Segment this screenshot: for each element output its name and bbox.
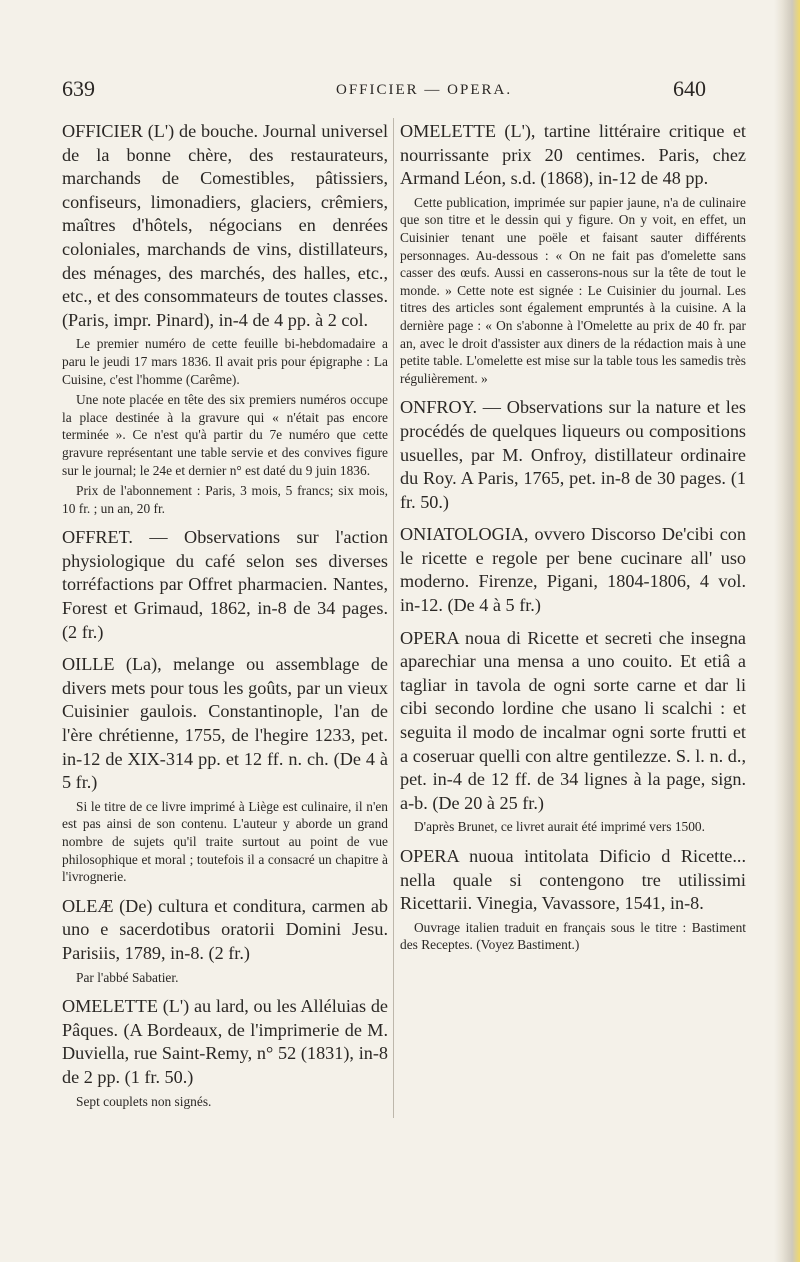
entry-note: Ouvrage italien traduit en français sous le titre : Bastiment des Receptes. (Voyez Bastiment.) [400,919,746,953]
page-edge [774,0,800,1262]
entry-oleae [62,895,388,986]
entry-note: Par l'abbé Sabatier. [76,969,179,985]
entry-text: OMELETTE (L') au lard, ou les Alléluias de Pâques. (A Bordeaux, de l'imprimerie de M. Duviella, rue Saint-Remy, n° 52 (1831), in-8 de 2 pp. (1 fr. 50.) [62,996,388,1087]
entry-omelette-lard [62,995,388,1110]
entry-note: Prix de l'abonnement : Paris, 3 mois, 5 francs; six mois, 10 fr. ; un an, 20 fr. [62,483,388,516]
entry-text: ONFROY. — Observations sur la nature et les procédés de quelques liqueurs ou compositions usuelles, par M. Onfroy, distillateur ordinaire du Roy. A Paris, 1765, pet. in-8 de 30 pages. (1 fr. 50.) [400,397,746,512]
entry-text: ONIATOLOGIA, ovvero Discorso De'cibi con le ricette e regole per bene cucinare all' uso moderno. Firenze, Pigani, 1804-1806, 4 vol. in-12. (De 4 à 5 fr.) [400,524,746,616]
entry-note: Le premier numéro de cette feuille bi-hebdomadaire a paru le jeudi 17 mars 1836. Il avait pris pour épigraphe : La Cuisine, c'est l'homme (Carême). [62,336,388,387]
page-header [0,74,800,108]
entry-opera-noua [400,627,746,836]
entry-opera-nuoua [400,845,746,954]
entry-note: D'après Brunet, ce livret aurait été imprimé vers 1500. [414,819,705,835]
entry-text: OFFRET. — Observations sur l'action physiologique du café selon ses diverses torréfactions par Offret pharmacien. Nantes, Forest et Grimaud, 1862, in-8 de 34 pages. (2 fr.) [62,527,388,642]
entry-note: Cette publication, imprimée sur papier jaune, n'a de culinaire que son titre et le dessin qui y figure. On y voit, en effet, un Cuisinier tenant une poële et faisant sauter différents personnages. Au-dessous : « On ne fait pas d'omelette sans casser des œufs. Aussi en casserons-nous sur la tête de tout le monde. » Cette note est signée : Le Cuisinier du journal. Les titres des articles sont également empruntés à la cuisine. A la dernière page : « On s'abonne à l'Omelette au prix de 40 fr. par an, avec le droit d'assister aux diners de la rédaction mais à une petite table. L'omelette est mise sur la table tous les samedis très régulièrement. » [400,194,746,386]
entry-oniatologia [400,523,746,617]
entry-onfroy [400,396,746,514]
entry-text: OLEÆ (De) cultura et conditura, carmen ab uno e sacerdotibus oratorii Domini Jesu. Parisiis, 1789, in-8. (2 fr.) [62,895,388,963]
entry-text: OILLE (La), melange ou assemblage de divers mets pour tous les goûts, par un vieux Cuisinier gaulois. Constantinople, l'an de l'ère chrétienne, 1755, de l'hegire 1233, pet. in-12 de XIX-314 pp. et 12 ff. n. ch. (De 4 à 5 fr.) [62,654,388,793]
column-divider [393,118,394,1118]
entry-note: Si le titre de ce livre imprimé à Liège est culinaire, il n'en est pas ainsi de son contenu. L'auteur y aborde un grand nombre de sujets qu'il traite surtout au point de vue philosophique et moral ; toutefois il a consacré un chapitre à l'ivrognerie. [62,798,388,885]
entry-omelette-tartine [400,120,746,387]
entry-text: OMELETTE (L'), tartine littéraire critique et nourrissante prix 20 centimes. Paris, chez Armand Léon, s.d. (1868), in-12 de 48 pp. [400,121,746,189]
entry-offret [62,526,388,644]
page-number-left: 639 [62,76,95,101]
entry-text: OPERA nuoua intitolata Dificio d Ricette... nella quale si contengono tre utilissimi Ricettarii. Vinegia, Vavassore, 1541, in-8. [400,846,746,914]
entry-text: OFFICIER (L') de bouche. Journal universel de la bonne chère, des restaurateurs, marchands de Comestibles, pâtissiers, confiseurs, limonadiers, glaciers, crêmiers, maîtres d'hôtels, négocians en denrées coloniales, marchands de vins, distillateurs, des ménages, des marchés, des halles, etc., etc., et des consommateurs de toutes classes. (Paris, impr. Pinard), in-4 de 4 pp. à 2 col. [62,121,388,330]
entry-note: Une note placée en tête des six premiers numéros occupe la place destinée à la gravure qui « n'était pas encore terminée ». Ce n'est qu'à partir du 7e numéro que cette gravure représentant une table servie et des convives figure sur le journal; le 24e et dernier n° est daté du 9 juin 1836. [62,392,388,478]
page-number-right: 640 [673,76,706,101]
entry-note: Sept couplets non signés. [76,1093,212,1109]
entry-oille [62,653,388,886]
left-column [62,120,388,1119]
entry-officier [62,120,388,517]
entry-text: OPERA noua di Ricette et secreti che insegna aparechiar una mensa a uno couito. Et etiâ a tagliar in tavola de ogni sorte carne et dar li cibi secondo lordine che usano li scalchi : et seguita il modo de incalmar ogni sorte frutti et a coseruar quelli con altre gentilezze. S. l. n. d., pet. in-4 de 12 ff. de 34 lignes à la page, sign. a-b. (De 20 à 25 fr.) [400,627,746,813]
right-column [400,120,746,963]
running-title: OFFICIER — OPERA. [336,82,513,98]
